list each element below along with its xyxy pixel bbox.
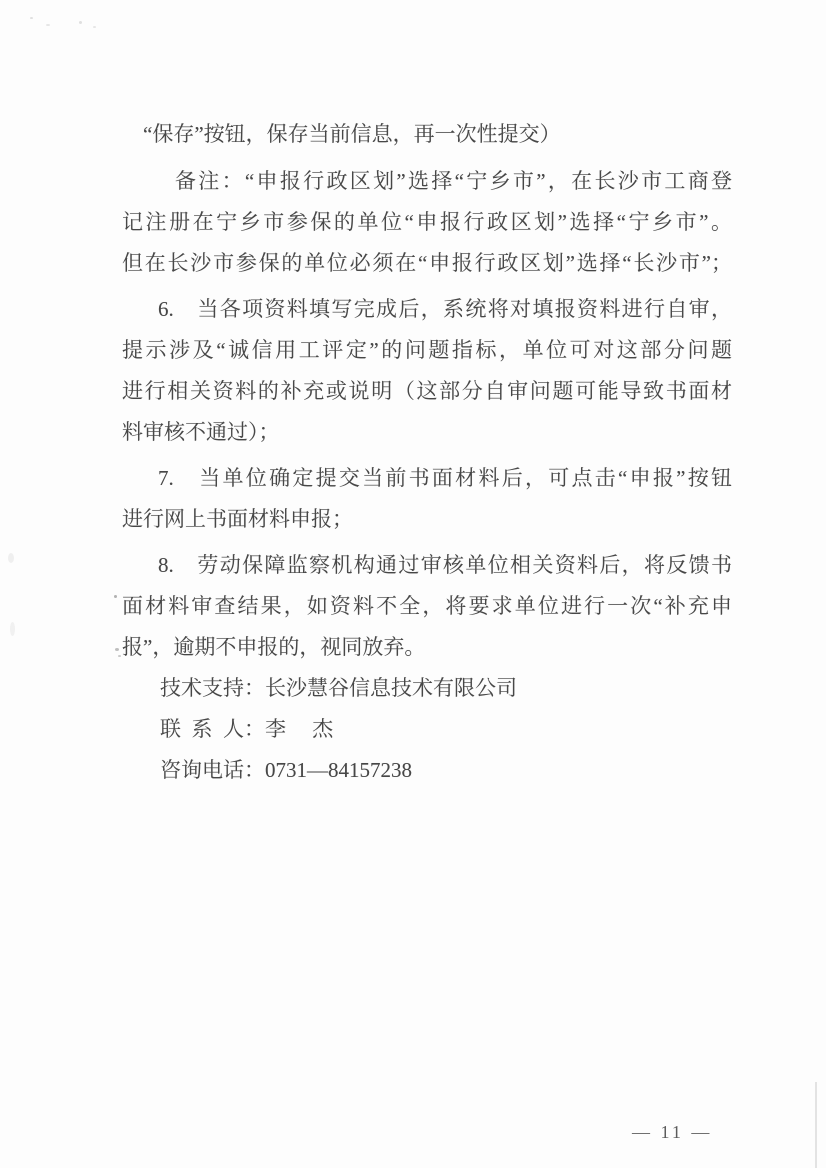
text-line: 8. 劳动保障监察机构通过审核单位相关资料后，将反馈书 — [158, 553, 732, 577]
text-line: 提示涉及“诚信用工评定”的问题指标，单位可对这部分问题 — [122, 338, 732, 362]
scan-speck — [114, 595, 117, 598]
page-number: — 11 — — [632, 1122, 713, 1142]
scan-speck — [30, 17, 33, 19]
paragraph-item — [122, 458, 732, 540]
paragraph-continuation — [122, 114, 732, 155]
paragraph-contact — [160, 750, 732, 791]
text-line: 7. 当单位确定提交当前书面材料后，可点击“申报”按钮 — [158, 466, 732, 490]
text-line: 面材料审查结果，如资料不全，将要求单位进行一次“补充申 — [122, 594, 732, 618]
scan-edge-shadow — [815, 1082, 817, 1168]
text-line: “保存”按钮，保存当前信息，再一次性提交） — [143, 122, 561, 146]
text-line: 料审核不通过）； — [122, 420, 280, 444]
text-line: 6. 当各项资料填写完成后，系统将对填报资料进行自审， — [158, 297, 732, 321]
text-line: 联 系 人：李 杰 — [160, 717, 334, 741]
scan-speck — [118, 655, 121, 657]
scan-speck — [8, 553, 14, 563]
paragraph-note — [122, 161, 732, 284]
scan-speck — [115, 648, 119, 651]
scan-speck — [79, 21, 82, 24]
scan-speck — [46, 24, 50, 26]
paragraph-contact — [160, 668, 732, 709]
text-line: 报”，逾期不申报的，视同放弃。 — [122, 635, 426, 659]
document-body — [122, 114, 732, 791]
text-line: 备注：“申报行政区划”选择“宁乡市”，在长沙市工商登 — [175, 169, 732, 193]
scan-speck — [10, 622, 15, 636]
paragraph-contact — [160, 709, 732, 750]
scan-speck — [93, 26, 96, 28]
text-line: 技术支持：长沙慧谷信息技术有限公司 — [160, 676, 517, 700]
text-line: 进行网上书面材料申报； — [122, 507, 353, 531]
paragraph-item — [122, 289, 732, 453]
text-line: 进行相关资料的补充或说明（这部分自审问题可能导致书面材 — [122, 379, 732, 403]
text-line: 但在长沙市参保的单位必须在“申报行政区划”选择“长沙市”； — [122, 251, 732, 275]
paragraph-item — [122, 545, 732, 668]
text-line: 记注册在宁乡市参保的单位“申报行政区划”选择“宁乡市”。 — [122, 210, 732, 234]
text-line: 咨询电话：0731—84157238 — [160, 758, 412, 782]
